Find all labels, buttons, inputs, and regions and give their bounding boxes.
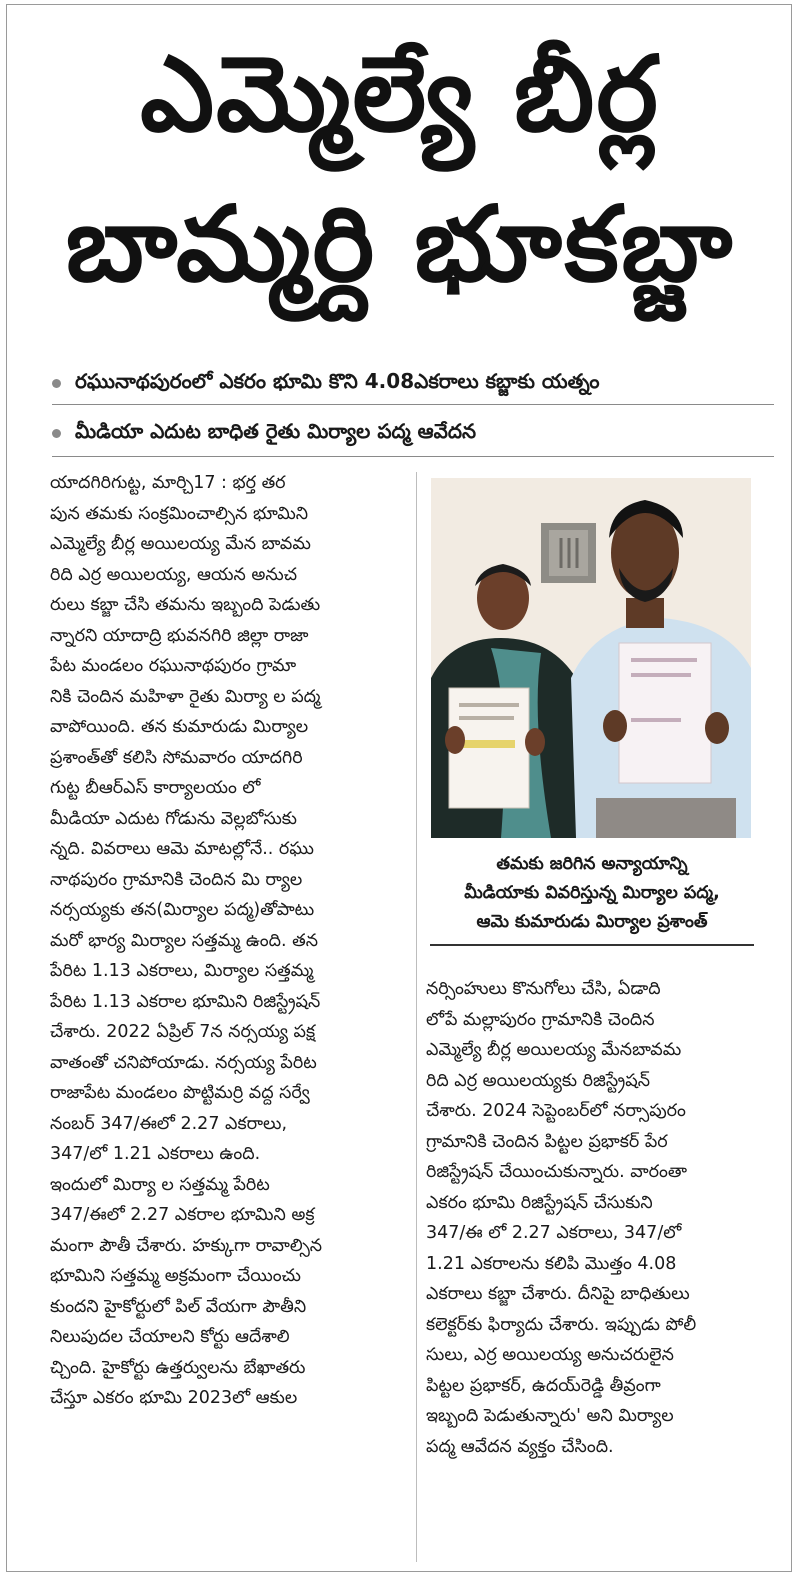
- body-line: పేరిట 1.13 ఎకరాలు, మిర్యాల సత్తమ్మ: [50, 961, 314, 981]
- caption-divider: [430, 944, 754, 946]
- body-line: ప్రశాంత్‌తో కలిసి సోమవారం యాదగిరి: [50, 747, 303, 768]
- body-line: 1.21 ఎకరాలను కలిపి మొత్తం 4.08: [426, 1253, 677, 1274]
- body-line: పేరిట 1.13 ఎకరాల భూమిని రిజిస్ట్రేషన్: [50, 991, 321, 1012]
- body-line: ఎకరం భూమి రిజిస్ట్రేషన్ చేసుకుని: [426, 1192, 653, 1213]
- body-line: భూమిని సత్తమ్మ అక్రమంగా చేయించు: [50, 1266, 301, 1286]
- body-line: ఇందులో మిర్యా ల సత్తమ్మ పేరిట: [50, 1174, 270, 1195]
- body-line: 347/ఈలో 2.27 ఎకరాల భూమిని అక్ర: [50, 1205, 315, 1225]
- body-line: మరో భార్య మిర్యాల సత్తమ్మ ఉంది. తన: [50, 930, 319, 951]
- body-line: వాపోయింది. తన కుమారుడు మిర్యాల: [50, 717, 309, 737]
- body-line: రాజాపేట మండలం పొట్టిమర్రి వద్ద సర్వే: [50, 1083, 310, 1103]
- divider: [52, 456, 774, 457]
- caption-line: మీడియాకు వివరిస్తున్న మిర్యాల పద్మ,: [464, 883, 720, 903]
- caption-line: తమకు జరిగిన అన్యాయాన్ని: [496, 854, 688, 874]
- body-line: కలెక్టర్‌కు ఫిర్యాదు చేశారు. ఇప్పుడు పోలీ: [426, 1314, 697, 1335]
- body-line: నాథపురం గ్రామానికి చెందిన మి ర్యాల: [50, 869, 303, 890]
- body-line: రిది ఎర్ర అయిలయ్యకు రిజిస్ట్రేషన్: [426, 1070, 650, 1091]
- body-line: నర్సింహులు కొనుగోలు చేసి, ఏడాది: [426, 979, 661, 999]
- body-line: వాతంతో చనిపోయాడు. నర్సయ్య పేరిట: [50, 1052, 317, 1073]
- body-line: కుందని హైకోర్టులో పిల్ వేయగా పౌతీని: [50, 1296, 307, 1317]
- body-line: రిజిస్ట్రేషన్ చేయించుకున్నారు. వారంతా: [426, 1162, 687, 1182]
- highlight-text: మీడియా ఎదుట బాధిత రైతు మిర్యాల పద్మ ఆవేదన: [75, 418, 477, 443]
- body-line: నికి చెందిన మహిళా రైతు మిర్యా ల పద్మ: [50, 686, 321, 707]
- body-line: పున తమకు సంక్రమించాల్సిన భూమిని: [50, 503, 309, 524]
- body-line: నంబర్ 347/ఈలో 2.27 ఎకరాలు,: [50, 1113, 288, 1134]
- highlight-1: [52, 366, 772, 400]
- body-line: 347/లో 1.21 ఎకరాలు ఉంది.: [50, 1144, 261, 1164]
- article-body-right: [426, 974, 760, 1462]
- column-divider: [416, 472, 417, 1562]
- body-line: నిలుపుదల చేయాలని కోర్టు ఆదేశాలి: [50, 1327, 290, 1347]
- highlight-text: రఘునాథపురంలో ఎకరం భూమి కొని 4.08ఎకరాలు కబ్జాకు యత్నం: [75, 368, 600, 393]
- body-line: ఎమ్మెల్యే బీర్ల అయిలయ్య మేన బావమ: [50, 534, 311, 554]
- body-line: న్నారని యాదాద్రి భువనగిరి జిల్లా రాజా: [50, 625, 309, 646]
- article-body-left: [50, 468, 406, 1414]
- headline-line-1: ఎమ్మెల్యే బీర్ల: [140, 33, 660, 155]
- body-line: ఎమ్మెల్యే బీర్ల అయిలయ్య మేనబావమ: [426, 1040, 682, 1060]
- body-line: ఇబ్బంది పెడుతున్నారు' అని మిర్యాల: [426, 1406, 674, 1426]
- highlight-2: [52, 416, 772, 450]
- body-line: రులు కబ్జా చేసి తమను ఇబ్బంది పెడుతు: [50, 595, 321, 615]
- body-line: చేస్తూ ఎకరం భూమి 2023లో ఆకుల: [50, 1388, 298, 1408]
- body-line: 347/ఈ లో 2.27 ఎకరాలు, 347/లో: [426, 1223, 682, 1243]
- body-line: పద్మ ఆవేదన వ్యక్తం చేసింది.: [426, 1436, 614, 1457]
- body-line: పిట్టల ప్రభాకర్, ఉదయ్‌రెడ్డి తీవ్రంగా: [426, 1375, 661, 1396]
- body-line: లోపే మల్లాపురం గ్రామానికి చెందిన: [426, 1009, 655, 1030]
- body-line: చేశారు. 2022 ఏప్రిల్ 7న నర్సయ్య పక్ష: [50, 1022, 316, 1042]
- body-line: యాదగిరిగుట్ట, మార్చి17 : భర్త తర: [50, 473, 286, 493]
- photo-of-mother-and-son-icon: [431, 478, 751, 838]
- body-line: చ్చింది. హైకోర్టు ఉత్తర్వులను బేఖాతరు: [50, 1357, 306, 1378]
- caption-line: ఆమె కుమారుడు మిర్యాల ప్రశాంత్: [476, 912, 708, 932]
- photo-caption: [430, 850, 754, 937]
- body-line: న్నది. వివరాలు ఆమె మాటల్లోనే.. రఘు: [50, 839, 314, 859]
- body-line: నర్సయ్యకు తన(మిర్యాల పద్మ)తోపాటు: [50, 900, 315, 920]
- news-photo: [431, 478, 751, 838]
- headline-line-2: బామ్మర్ది భూకబ్జా: [65, 183, 735, 305]
- body-line: మంగా పౌతీ చేశారు. హక్కుగా రావాల్సిన: [50, 1235, 323, 1256]
- body-line: గ్రామానికి చెందిన పిట్టల ప్రభాకర్ పేర: [426, 1131, 668, 1152]
- body-line: ఎకరాలు కబ్జా చేశారు. దీనిపై బాధితులు: [426, 1284, 690, 1304]
- body-line: చేశారు. 2024 సెప్టెంబర్‌లో నర్సాపురం: [426, 1101, 686, 1121]
- divider: [52, 404, 774, 405]
- body-line: గుట్ట బీఆర్ఎస్ కార్యాలయం లో: [50, 778, 261, 798]
- body-line: మీడియా ఎదుట గోడును వెల్లబోసుకు: [50, 808, 297, 829]
- bullet-icon: [52, 379, 61, 388]
- body-line: పేట మండలం రఘునాథపురం గ్రామా: [50, 656, 297, 676]
- body-line: సులు, ఎర్ర అయిలయ్య అనుచరులైన: [426, 1345, 674, 1365]
- body-line: రిది ఎర్ర అయిలయ్య, ఆయన అనుచ: [50, 564, 298, 585]
- bullet-icon: [52, 429, 61, 438]
